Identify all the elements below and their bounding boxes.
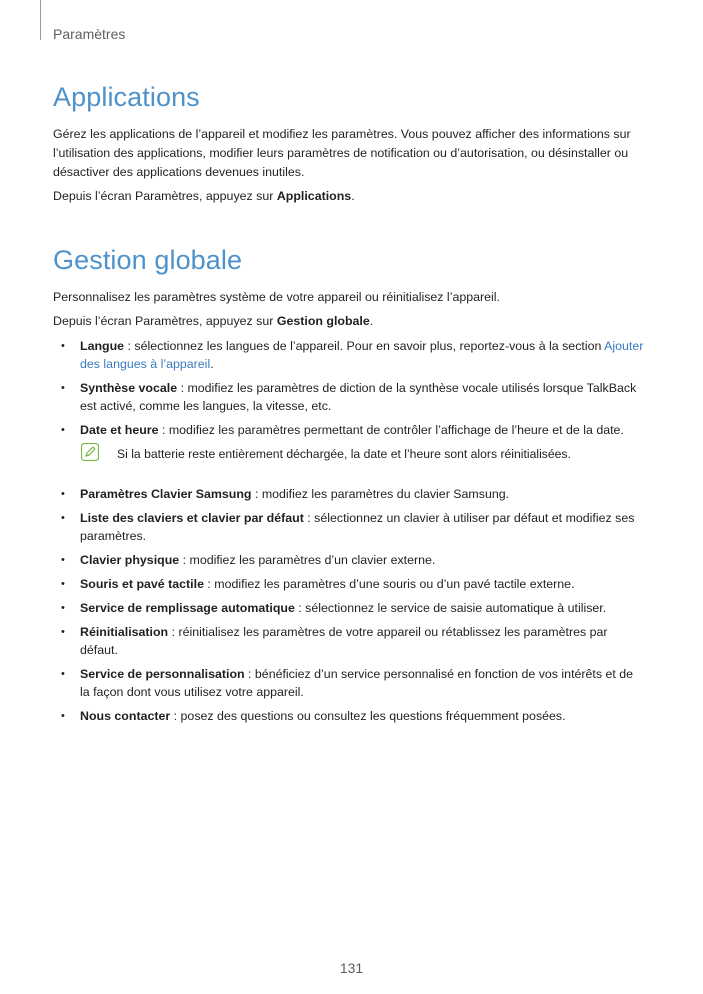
applications-description: Gérez les applications de l’appareil et modifiez les paramètres. Vous pouvez afficher des informations sur l’utilisation des applications, modifier leurs paramètres de notification ou d’autorisation, ou désinstaller ou désactiver des applications devenues inutiles. xyxy=(53,127,631,179)
note-pencil-icon xyxy=(81,443,99,461)
list-item: • Liste des claviers et clavier par défaut : sélectionnez un clavier à utiliser par défaut et modifiez ses paramètres. xyxy=(61,511,635,543)
gestion-globale-path-target: Gestion globale xyxy=(276,314,370,328)
list-item: • Date et heure : modifiez les paramètres permettant de contrôler l’affichage de l’heure et de la date. xyxy=(61,423,624,437)
applications-path: Depuis l’écran Paramètres, appuyez sur Applications. xyxy=(53,189,355,203)
gestion-globale-description: Personnalisez les paramètres système de votre appareil ou réinitialisez l’appareil. xyxy=(53,290,500,304)
list-item: • Réinitialisation : réinitialisez les paramètres de votre appareil ou rétablissez les paramètres par défaut. xyxy=(61,625,608,657)
header-divider xyxy=(40,0,41,40)
ajouter-langues-link[interactable]: Ajouter des langues à l’appareil xyxy=(80,339,644,371)
applications-path-target: Applications xyxy=(276,189,352,203)
settings-list xyxy=(53,337,645,731)
applications-title: Applications xyxy=(53,82,200,112)
header-title: Paramètres xyxy=(53,26,126,42)
list-item: • Souris et pavé tactile : modifiez les paramètres d’une souris ou d’un pavé tactile externe. xyxy=(61,577,575,591)
gestion-globale-title: Gestion globale xyxy=(53,245,243,275)
list-item: • Clavier physique : modifiez les paramètres d’un clavier externe. xyxy=(61,553,436,567)
list-item: • Langue : sélectionnez les langues de l’appareil. Pour en savoir plus, reportez-vous à la section Ajouter des langues à l’appareil. xyxy=(61,339,644,371)
note-text: Si la batterie reste entièrement déchargée, la date et l’heure sont alors réinitialisées. xyxy=(117,447,571,461)
list-item: • Nous contacter : posez des questions ou consultez les questions fréquemment posées. xyxy=(61,709,566,723)
gestion-globale-path: Depuis l’écran Paramètres, appuyez sur Gestion globale. xyxy=(53,314,374,328)
list-item: • Paramètres Clavier Samsung : modifiez les paramètres du clavier Samsung. xyxy=(61,487,510,501)
list-item: • Synthèse vocale : modifiez les paramètres de diction de la synthèse vocale utilisés lorsque TalkBack est activé, comme les langues, la vitesse, etc. xyxy=(61,381,637,413)
list-item: • Service de personnalisation : bénéficiez d’un service personnalisé en fonction de vos intérêts et de la façon dont vous utilisez votre appareil. xyxy=(61,667,634,699)
page-number: 131 xyxy=(339,960,364,976)
note xyxy=(53,445,645,471)
list-item: • Service de remplissage automatique : sélectionnez le service de saisie automatique à utiliser. xyxy=(61,601,607,615)
